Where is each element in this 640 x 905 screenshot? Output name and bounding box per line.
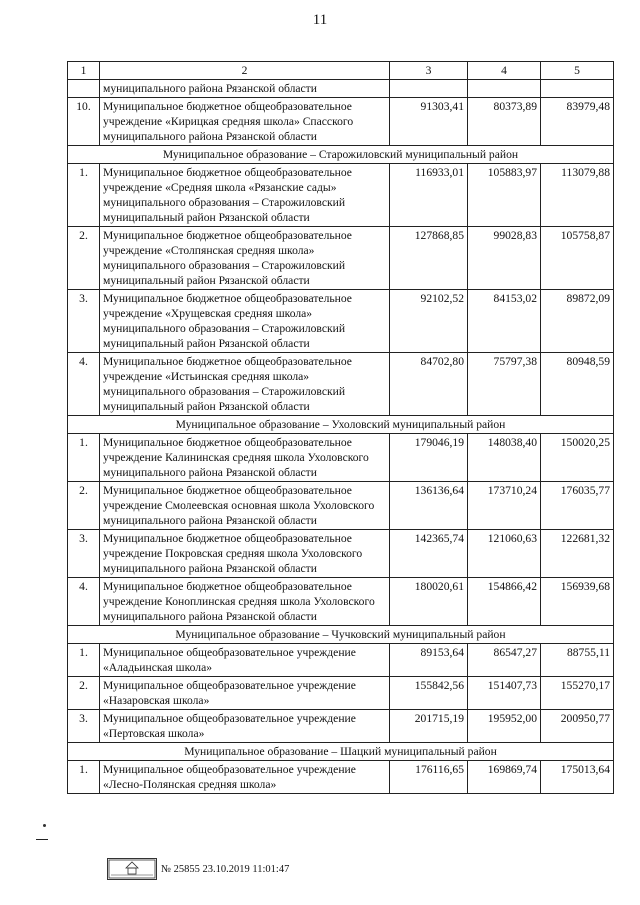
institution-name: Муниципальное бюджетное общеобразовательное учреждение «Кирицкая средняя школа» Спасского муниципального района Рязанской области xyxy=(100,98,390,146)
value-col-4: 195952,00 xyxy=(468,710,541,743)
header-col-1: 1 xyxy=(68,62,100,80)
institution-name: Муниципальное бюджетное общеобразовательное учреждение «Хрущевская средняя школа» муниципального образования – Старожиловский муниципальный район Рязанской области xyxy=(100,290,390,353)
value-col-3: 116933,01 xyxy=(390,164,468,227)
row-number: 10. xyxy=(68,98,100,146)
value-col-3: 91303,41 xyxy=(390,98,468,146)
value-col-3: 179046,19 xyxy=(390,434,468,482)
table-row xyxy=(68,644,614,677)
table-row xyxy=(68,482,614,530)
row-number: 2. xyxy=(68,482,100,530)
value-col-3: 176116,65 xyxy=(390,761,468,794)
institution-name: Муниципальное общеобразовательное учреждение «Пертовская школа» xyxy=(100,710,390,743)
stamp-icon xyxy=(108,859,156,879)
value-col-4: 84153,02 xyxy=(468,290,541,353)
value-col-4: 148038,40 xyxy=(468,434,541,482)
header-row xyxy=(68,62,614,80)
value-col-5: 156939,68 xyxy=(541,578,614,626)
table-row xyxy=(68,434,614,482)
value-col-3: 84702,80 xyxy=(390,353,468,416)
row-number: 4. xyxy=(68,578,100,626)
value-col-3: 92102,52 xyxy=(390,290,468,353)
institution-name: Муниципальное бюджетное общеобразовательное учреждение «Средняя школа «Рязанские сады» муниципального образования – Старожиловский муниципальный район Рязанской области xyxy=(100,164,390,227)
document-reference: № 25855 23.10.2019 11:01:47 xyxy=(161,863,290,875)
budget-table xyxy=(67,61,614,794)
header-col-3: 3 xyxy=(390,62,468,80)
section-title: Муниципальное образование – Старожиловский муниципальный район xyxy=(68,146,614,164)
table-row xyxy=(68,761,614,794)
table-row xyxy=(68,98,614,146)
value-col-4: 173710,24 xyxy=(468,482,541,530)
table-row xyxy=(68,710,614,743)
value-col-5: 122681,32 xyxy=(541,530,614,578)
value-col-4: 154866,42 xyxy=(468,578,541,626)
institution-name: Муниципальное общеобразовательное учреждение «Назаровская школа» xyxy=(100,677,390,710)
table-row xyxy=(68,677,614,710)
page-number: 11 xyxy=(312,12,328,28)
registration-stamp xyxy=(107,858,157,880)
institution-name: Муниципальное общеобразовательное учреждение «Аладьинская школа» xyxy=(100,644,390,677)
value-col-5: 105758,87 xyxy=(541,227,614,290)
section-title: Муниципальное образование – Чучковский муниципальный район xyxy=(68,626,614,644)
value-col-5: 83979,48 xyxy=(541,98,614,146)
institution-name: Муниципальное бюджетное общеобразовательное учреждение Смолеевская основная школа Ухоловского муниципального района Рязанской области xyxy=(100,482,390,530)
value-col-3: 127868,85 xyxy=(390,227,468,290)
value-col-4: 169869,74 xyxy=(468,761,541,794)
header-col-5: 5 xyxy=(541,62,614,80)
value-col-5: 88755,11 xyxy=(541,644,614,677)
section-row xyxy=(68,743,614,761)
table-row xyxy=(68,353,614,416)
value-col-5: 89872,09 xyxy=(541,290,614,353)
row-number: 3. xyxy=(68,530,100,578)
value-col-4: 86547,27 xyxy=(468,644,541,677)
value-col-3: 180020,61 xyxy=(390,578,468,626)
table-row xyxy=(68,578,614,626)
margin-dot xyxy=(43,824,46,827)
value-col-3: 155842,56 xyxy=(390,677,468,710)
value-col-4: 121060,63 xyxy=(468,530,541,578)
value-col-3: 89153,64 xyxy=(390,644,468,677)
continuation-text: муниципального района Рязанской области xyxy=(100,80,390,98)
value-col-5: 150020,25 xyxy=(541,434,614,482)
institution-name: Муниципальное бюджетное общеобразовательное учреждение «Столпянская средняя школа» муниципального образования – Старожиловский муниципальный район Рязанской области xyxy=(100,227,390,290)
footer xyxy=(107,858,289,880)
section-row xyxy=(68,146,614,164)
continuation-row xyxy=(68,80,614,98)
header-col-4: 4 xyxy=(468,62,541,80)
value-col-5: 200950,77 xyxy=(541,710,614,743)
value-col-3: 201715,19 xyxy=(390,710,468,743)
row-number: 1. xyxy=(68,644,100,677)
row-number: 3. xyxy=(68,710,100,743)
institution-name: Муниципальное бюджетное общеобразовательное учреждение Коноплинская средняя школа Ухоловского муниципального района Рязанской области xyxy=(100,578,390,626)
value-col-4: 105883,97 xyxy=(468,164,541,227)
row-number: 4. xyxy=(68,353,100,416)
table-row xyxy=(68,290,614,353)
row-number: 1. xyxy=(68,434,100,482)
row-number: 1. xyxy=(68,164,100,227)
value-col-4: 99028,83 xyxy=(468,227,541,290)
value-col-4: 80373,89 xyxy=(468,98,541,146)
section-title: Муниципальное образование – Ухоловский муниципальный район xyxy=(68,416,614,434)
row-number: 1. xyxy=(68,761,100,794)
value-col-5: 113079,88 xyxy=(541,164,614,227)
row-number: 2. xyxy=(68,677,100,710)
value-col-5: 175013,64 xyxy=(541,761,614,794)
header-col-2: 2 xyxy=(100,62,390,80)
table-row xyxy=(68,227,614,290)
section-row xyxy=(68,626,614,644)
value-col-4: 75797,38 xyxy=(468,353,541,416)
value-col-3: 142365,74 xyxy=(390,530,468,578)
institution-name: Муниципальное бюджетное общеобразовательное учреждение Калининская средняя школа Ухоловского муниципального района Рязанской области xyxy=(100,434,390,482)
value-col-5: 80948,59 xyxy=(541,353,614,416)
value-col-4: 151407,73 xyxy=(468,677,541,710)
section-title: Муниципальное образование – Шацкий муниципальный район xyxy=(68,743,614,761)
section-row xyxy=(68,416,614,434)
table-row xyxy=(68,164,614,227)
value-col-3: 136136,64 xyxy=(390,482,468,530)
margin-dash xyxy=(36,839,48,840)
institution-name: Муниципальное бюджетное общеобразовательное учреждение «Истьинская средняя школа» муниципального образования – Старожиловский муниципальный район Рязанской области xyxy=(100,353,390,416)
value-col-5: 176035,77 xyxy=(541,482,614,530)
institution-name: Муниципальное общеобразовательное учреждение «Лесно-Полянская средняя школа» xyxy=(100,761,390,794)
row-number: 3. xyxy=(68,290,100,353)
table-row xyxy=(68,530,614,578)
row-number: 2. xyxy=(68,227,100,290)
value-col-5: 155270,17 xyxy=(541,677,614,710)
institution-name: Муниципальное бюджетное общеобразовательное учреждение Покровская средняя школа Ухоловского муниципального района Рязанской области xyxy=(100,530,390,578)
